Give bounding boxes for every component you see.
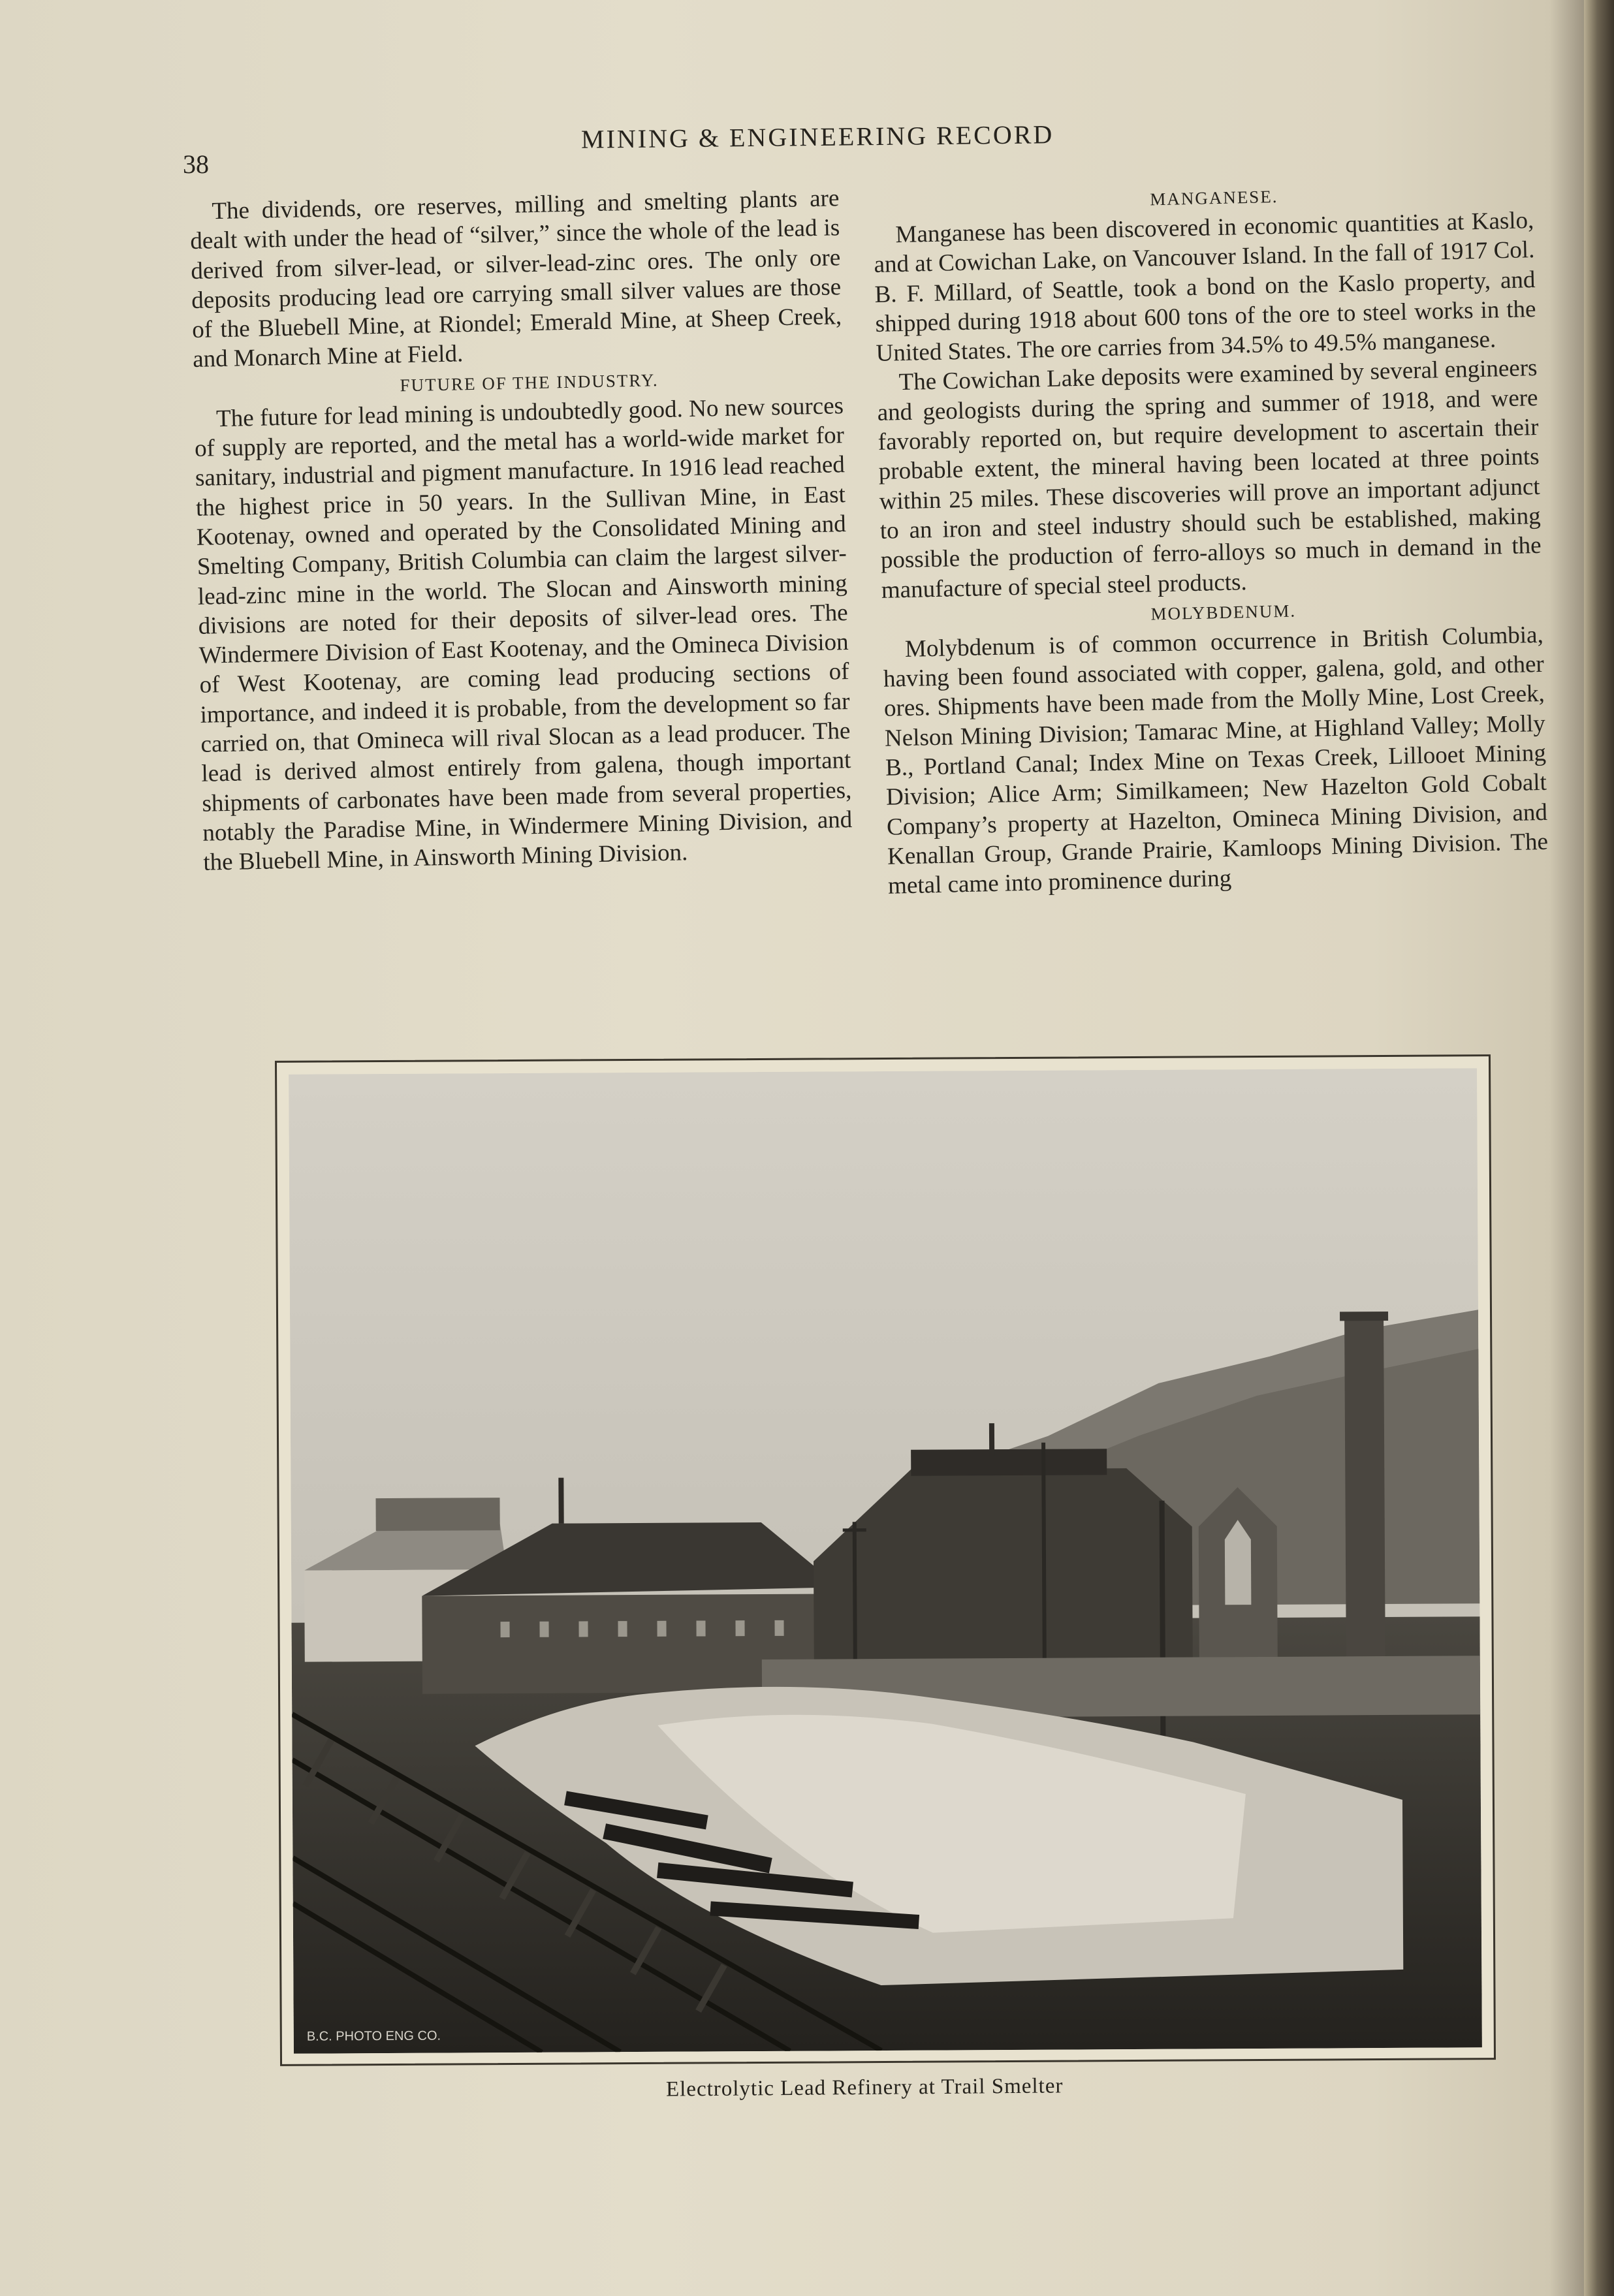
section-heading-manganese: MANGANESE. [1149,186,1278,210]
page-number: 38 [183,149,209,179]
figure-caption: Electrolytic Lead Refinery at Trail Smelter [665,2074,1064,2101]
paragraph: Molybdenum is of common occurrence in British Columbia, having been found associated with copper, galena, gold, and other ores. Shipments have been made from the Molly Mine, Lost Creek, Nelson Mining Division; Tamarac Mine, at Highland Valley; Molly B., Portland Canal; Index Mine on Texas Creek, Lillooet Mining Division; Alice Arm; Similkameen; New Hazelton Gold Cobalt Company’s property at Hazelton, Omineca Mining Division, and Kenallan Group, Grande Prairie, Kamloops Mining Division. The metal came into prominence during [883,621,1549,900]
paragraph: The Cowichan Lake deposits were examined by several engineers and geologists during the spring and summer of 1918, and were favorably reported on, but require development to ascertain their probable extent, the mineral having been located at three points within 25 miles. These discoveries will prove an important adjunct to an iron and steel industry should such be established, making possible the production of ferro-alloys so much in demand in the manufacture of special steel products. [877,354,1542,604]
book-spine-edge [1584,0,1614,2296]
photo-credit: B.C. PHOTO ENG CO. [306,2028,441,2044]
section-heading-molybdenum: MOLYBDENUM. [1150,601,1297,624]
left-column [189,183,853,877]
photo-image [289,1068,1482,2054]
section-heading-future: FUTURE OF THE INDUSTRY. [400,370,659,396]
refinery-photograph [275,1054,1496,2066]
running-head: MINING & ENGINEERING RECORD [580,119,1054,154]
page-header [0,119,1614,179]
paragraph: The future for lead mining is undoubtedly good. No new sources of supply are reported, and the metal has a world-wide market for sanitary, industrial and pigment manufacture. In 1916 lead reached the highest price in 50 years. In the Sullivan Mine, in East Kootenay, owned and operated by the Consolidated Mining and Smelting Company, British Columbia can claim the largest silver-lead-zinc mine in the world. The Slocan and Ainsworth mining divisions are noted for their deposits of silver-lead ores. The Windermere Division of East Kootenay, and the Omineca Division of West Kootenay, are coming lead producing sections of importance, and indeed it is probable, from the development so far carried on, that Omineca will rival Slocan as a lead producer. The lead is derived almost entirely from galena, though important shipments of carbonates have been made from several properties, notably the Paradise Mine, in Windermere Mining Division, and the Bluebell Mine, in Ainsworth Mining Division. [194,392,853,877]
paragraph: Manganese has been discovered in economic quantities at Kaslo, and at Cowichan Lake, on Vancouver Island. In the fall of 1917 Col. B. F. Millard, of Seattle, took a bond on the Kaslo property, and shipped during 1918 about 600 tons of the ore to steel works in the United States. The ore carries from 34.5% to 49.5% manganese. [874,207,1536,368]
paragraph: The dividends, ore reserves, milling and smelting plants are dealt with under the head of “silver,” since the whole of the lead is derived from silver-lead, or silver-lead-zinc ores. The only ore deposits producing lead ore carrying small silver values are those of the Bluebell Mine, at Riondel; Emerald Mine, at Sheep Creek, and Monarch Mine at Field. [189,185,842,373]
right-column [872,176,1549,901]
